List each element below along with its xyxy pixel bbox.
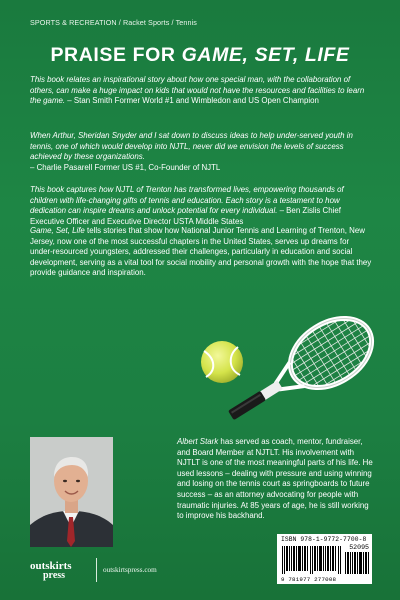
publisher-logo [30, 561, 92, 581]
publisher-url[interactable]: outskirtspress.com [103, 566, 157, 574]
isbn-number: ISBN 978-1-9772-7700-8 [281, 536, 367, 543]
isbn-barcode [277, 534, 372, 584]
author-bio [177, 437, 374, 522]
publisher-divider [96, 558, 97, 582]
blurb-quote: This book relates an inspirational story about how one special man, with the collaboration of others, can make a huge impact on kids that would not have the resources and facilities to learn the game. [30, 75, 365, 106]
racket-icon [188, 295, 378, 420]
publisher-logo-line2: press [43, 570, 66, 581]
blurb-quote: This book captures how NJTL of Trenton has transformed lives, empowering thousands of children with life-changing gifts of tennis and education. Each story is a testament to how dedication can inspire dreams and unlock potential for every individual. [30, 185, 344, 216]
blurb-stan-smith [30, 75, 373, 107]
barcode-addon-icon [345, 552, 369, 574]
blurb-attribution: – Stan Smith Former World #1 and Wimbledon and US Open Champion [65, 96, 319, 106]
blurb-attribution: – Charlie Pasarell Former US #1, Co-Founder of NJTL [30, 162, 221, 172]
price-code: 52095 [349, 544, 369, 551]
praise-title [0, 44, 400, 67]
description-text: tells stories that show how National Junior Tennis and Learning of Trenton, New Jersey, now one of the most successful chapters in the United States, serves up dreams for under-resourced youngsters, addressed their challenges, particularly in education and social development, serving as a vital tool for social mobility and personal growth with the hope that they provide guidance and inspiration. [30, 226, 372, 278]
category-line: SPORTS & RECREATION / Racket Sports / Tennis [30, 18, 197, 27]
tennis-racket-illustration [188, 295, 378, 420]
description-book-title: Game, Set, Life [30, 226, 85, 235]
title-book: GAME, SET, LIFE [181, 44, 350, 66]
tennis-ball-icon [201, 341, 243, 383]
blurb-quote: When Arthur, Sheridan Snyder and I sat down to discuss ideas to help under-served youth in tennis, one of which would develop into NJTL, never did we envision the levels of success achieved by these organizations. [30, 131, 353, 162]
publisher-logo-line1: outskirts [30, 560, 72, 572]
blurb-ben-zislis [30, 185, 373, 227]
book-description [30, 226, 373, 279]
author-bio-text: has served as coach, mentor, fundraiser, and Board Member at NJTLT. His involvement with NJTLT is one of the most meaningful parts of his life. He used lessons – dealing with pressure and using winning and losing on the tennis court as springboards to future success – as an attorney advocating for people with traumatic injuries. At 85 years of age, he is still working to improve his backhand. [177, 437, 373, 521]
barcode-main-icon [282, 546, 342, 574]
blurb-attribution: – Ben Zislis Chief Executive Officer and Executive Director USTA Middle States [30, 206, 341, 226]
author-portrait-icon [30, 437, 113, 547]
author-photo [30, 437, 113, 547]
author-name: Albert Stark [177, 437, 219, 446]
title-prefix: PRAISE FOR [50, 44, 182, 66]
blurb-charlie-pasarell [30, 131, 373, 173]
barcode-number: 9 781977 277008 [281, 576, 337, 583]
